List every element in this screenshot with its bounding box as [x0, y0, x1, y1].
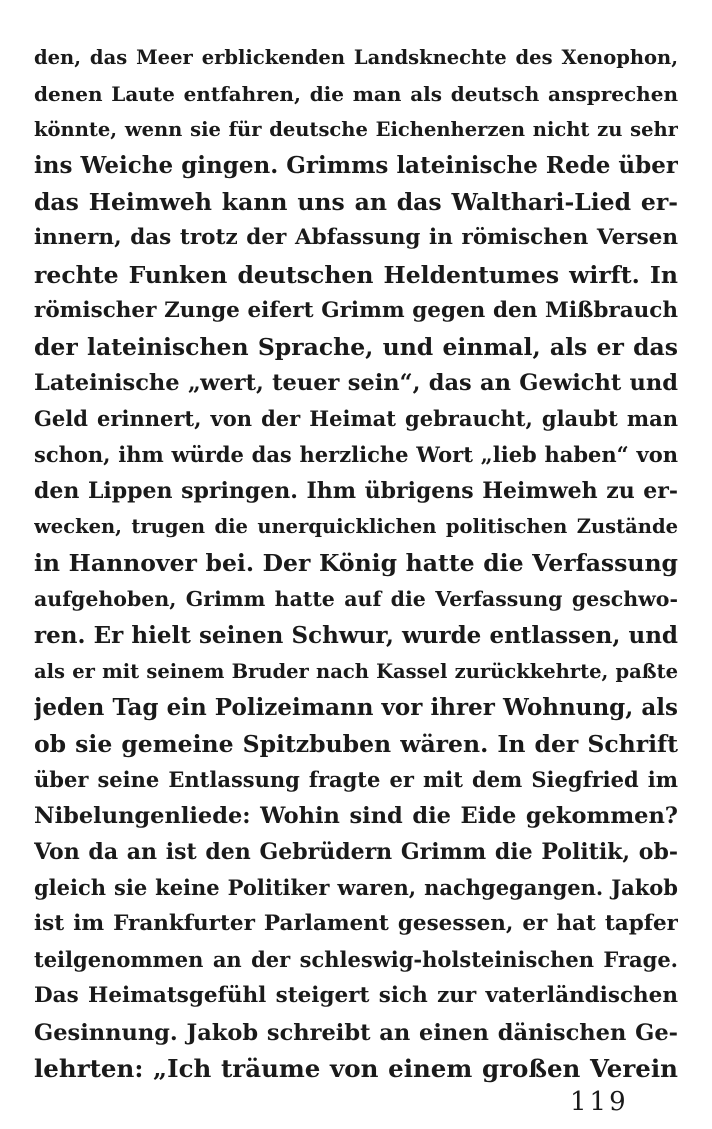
text-line: denen Laute entfahren, die man als deutsch ansprechen — [34, 82, 678, 107]
text-line: teilgenommen an der schleswig-holsteinischen Frage. — [34, 947, 678, 973]
text-line: als er mit seinem Bruder nach Kassel zurückkehrte, paßte — [34, 659, 678, 683]
text-line: Nibelungenliede: Wohin sind die Eide gekommen? — [34, 802, 678, 829]
text-line: Lateinische „wert, teuer sein“, das an Gewicht und — [34, 369, 678, 396]
text-line: ren. Er hielt seinen Schwur, wurde entlassen, und — [34, 621, 678, 649]
text-line: könnte, wenn sie für deutsche Eichenherzen nicht zu sehr — [34, 118, 678, 142]
text-line: lehrten: „Ich träume von einem großen Verein — [34, 1053, 678, 1083]
text-line: aufgehoben, Grimm hatte auf die Verfassung geschwo- — [34, 587, 678, 612]
text-line: Von da an ist den Gebrüdern Grimm die Politik, ob- — [34, 839, 678, 866]
text-line: Geld erinnert, von der Heimat gebraucht, glaubt man — [34, 405, 678, 431]
text-line: der lateinischen Sprache, und einmal, als er das — [34, 332, 678, 361]
text-line: gleich sie keine Politiker waren, nachgegangen. Jakob — [34, 875, 678, 901]
text-line: den, das Meer erblickenden Landsknechte des Xenophon, — [34, 46, 678, 69]
body-text — [34, 40, 678, 1087]
text-line: Das Heimatsgefühl steigert sich zur vaterländischen — [34, 983, 678, 1009]
text-line: den Lippen springen. Ihm übrigens Heimweh zu er- — [34, 478, 678, 505]
text-line: innern, das trotz der Abfassung in römischen Versen — [34, 225, 678, 251]
text-line: über seine Entlassung fragte er mit dem Siegfried im — [34, 766, 678, 792]
text-line: ins Weiche gingen. Grimms lateinische Rede über — [34, 152, 678, 180]
text-line: rechte Funken deutschen Heldentumes wirft. In — [34, 260, 678, 289]
text-line: Gesinnung. Jakob schreibt an einen dänischen Ge- — [34, 1019, 678, 1046]
text-line: römischer Zunge eifert Grimm gegen den Mißbrauch — [34, 297, 678, 323]
text-line: ob sie gemeine Spitzbuben wären. In der Schrift — [34, 729, 678, 758]
text-line: ist im Frankfurter Parlament gesessen, er hat tapfer — [34, 911, 678, 937]
text-line: in Hannover bei. Der König hatte die Verfassung — [34, 549, 678, 578]
text-line: schon, ihm würde das herzliche Wort „lieb haben“ von — [34, 442, 678, 468]
text-line: wecken, trugen die unerquicklichen politischen Zustände — [34, 515, 678, 539]
text-line: das Heimweh kann uns an das Walthari-Lied er- — [34, 188, 678, 217]
text-line: jeden Tag ein Polizeimann vor ihrer Wohnung, als — [34, 693, 678, 721]
page-number: 119 — [570, 1087, 629, 1117]
